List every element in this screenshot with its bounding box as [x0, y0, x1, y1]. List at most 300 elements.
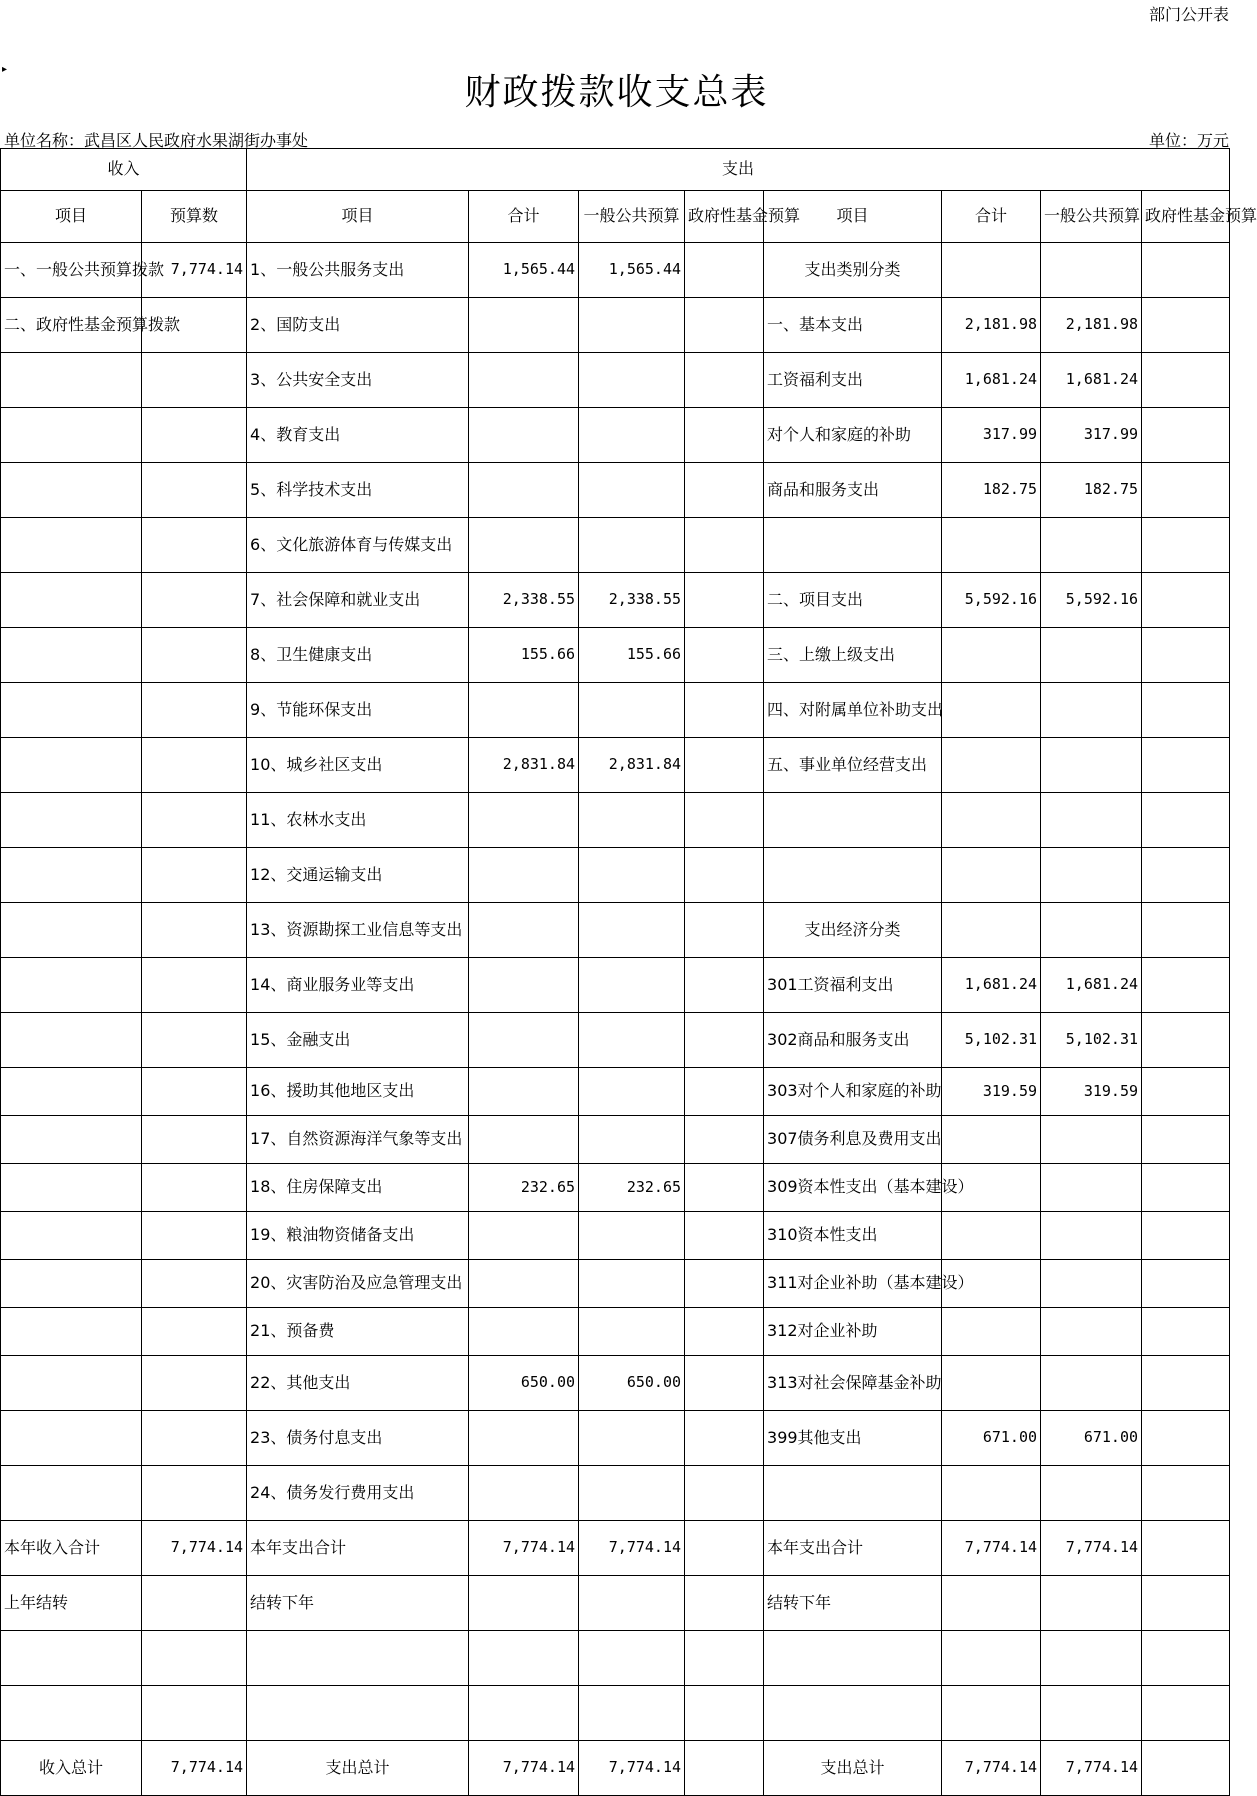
- budget-table: [0, 148, 1257, 1796]
- class-item-cell: 二、项目支出: [764, 573, 942, 628]
- header-row-2: [1, 191, 1230, 243]
- expense-total-cell: [469, 1411, 579, 1466]
- class-item-cell: 309资本性支出（基本建设）: [764, 1164, 942, 1212]
- income-amount-cell: [142, 958, 247, 1013]
- class-item-cell: 303对个人和家庭的补助: [764, 1068, 942, 1116]
- income-amount-cell: [142, 1576, 247, 1631]
- expense-fund-cell: [685, 903, 764, 958]
- class-general-cell: [1041, 1356, 1142, 1411]
- class-total-cell: 5,592.16: [942, 573, 1041, 628]
- expense-general-cell: [579, 463, 685, 518]
- expense-item-cell: 13、资源勘探工业信息等支出: [247, 903, 469, 958]
- class-fund-cell: [1142, 1356, 1230, 1411]
- expense-item-cell: 5、科学技术支出: [247, 463, 469, 518]
- class-item-cell: 301工资福利支出: [764, 958, 942, 1013]
- table-row: [1, 903, 1230, 958]
- income-amount-cell: [142, 903, 247, 958]
- class-total-cell: [942, 903, 1041, 958]
- expense-item-cell: 20、灾害防治及应急管理支出: [247, 1260, 469, 1308]
- expense-general-cell: [579, 793, 685, 848]
- class-total-cell: 182.75: [942, 463, 1041, 518]
- col-income-item: 项目: [1, 191, 142, 243]
- expense-item-cell: 本年支出合计: [247, 1521, 469, 1576]
- table-row: [1, 1631, 1230, 1686]
- class-fund-cell: [1142, 1260, 1230, 1308]
- table-row: [1, 793, 1230, 848]
- expense-fund-cell: [685, 1260, 764, 1308]
- income-amount-cell: [142, 1686, 247, 1741]
- class-general-cell: 1,681.24: [1041, 353, 1142, 408]
- expense-total-cell: [469, 408, 579, 463]
- class-general-cell: [1041, 243, 1142, 298]
- class-general-cell: [1041, 793, 1142, 848]
- class-total-cell: [942, 793, 1041, 848]
- income-item-cell: [1, 353, 142, 408]
- class-total-cell: [942, 1116, 1041, 1164]
- expense-general-cell: 2,831.84: [579, 738, 685, 793]
- class-fund-cell: [1142, 1013, 1230, 1068]
- income-item-cell: [1, 1260, 142, 1308]
- income-amount-cell: [142, 1116, 247, 1164]
- unit-name: 单位名称：武昌区人民政府水果湖街办事处: [4, 131, 309, 150]
- table-row: [1, 1212, 1230, 1260]
- class-total-cell: [942, 243, 1041, 298]
- col-expense-general: 一般公共预算: [579, 191, 685, 243]
- class-item-cell: 支出总计: [764, 1741, 942, 1796]
- expense-general-cell: 7,774.14: [579, 1741, 685, 1796]
- expense-general-cell: [579, 1116, 685, 1164]
- expense-total-cell: [469, 1308, 579, 1356]
- income-amount-cell: [142, 1631, 247, 1686]
- expense-item-cell: 19、粮油物资储备支出: [247, 1212, 469, 1260]
- income-item-cell: [1, 1308, 142, 1356]
- expense-total-cell: [469, 518, 579, 573]
- income-item-cell: [1, 1356, 142, 1411]
- class-total-cell: 671.00: [942, 1411, 1041, 1466]
- expense-fund-cell: [685, 573, 764, 628]
- table-row: [1, 518, 1230, 573]
- class-general-cell: [1041, 1260, 1142, 1308]
- class-total-cell: 7,774.14: [942, 1521, 1041, 1576]
- table-row: [1, 1013, 1230, 1068]
- class-total-cell: 2,181.98: [942, 298, 1041, 353]
- table-body: [1, 149, 1257, 1796]
- expense-fund-cell: [685, 1068, 764, 1116]
- income-amount-cell: [142, 1013, 247, 1068]
- class-general-cell: 2,181.98: [1041, 298, 1142, 353]
- col-expense-total: 合计: [469, 191, 579, 243]
- table-row: [1, 738, 1230, 793]
- expense-general-cell: 2,338.55: [579, 573, 685, 628]
- expense-fund-cell: [685, 243, 764, 298]
- class-item-cell: 313对社会保障基金补助: [764, 1356, 942, 1411]
- expense-general-cell: [579, 1686, 685, 1741]
- class-total-cell: [942, 1466, 1041, 1521]
- class-total-cell: 5,102.31: [942, 1013, 1041, 1068]
- table-row: [1, 958, 1230, 1013]
- corner-label: 部门公开表: [1148, 5, 1229, 24]
- class-total-cell: [942, 738, 1041, 793]
- class-general-cell: 319.59: [1041, 1068, 1142, 1116]
- income-amount-cell: [142, 738, 247, 793]
- expense-item-cell: 24、债务发行费用支出: [247, 1466, 469, 1521]
- unit-label: 单位：万元: [1148, 131, 1229, 150]
- class-general-cell: [1041, 1164, 1142, 1212]
- class-general-cell: [1041, 1576, 1142, 1631]
- income-header: 收入: [1, 149, 247, 191]
- expense-fund-cell: [685, 1631, 764, 1686]
- class-fund-cell: [1142, 518, 1230, 573]
- class-general-cell: 317.99: [1041, 408, 1142, 463]
- income-item-cell: [1, 958, 142, 1013]
- income-amount-cell: [142, 1164, 247, 1212]
- expense-total-cell: [469, 353, 579, 408]
- expense-fund-cell: [685, 298, 764, 353]
- income-item-cell: [1, 408, 142, 463]
- class-item-cell: 399其他支出: [764, 1411, 942, 1466]
- income-item-cell: [1, 1411, 142, 1466]
- income-amount-cell: [142, 1308, 247, 1356]
- class-fund-cell: [1142, 573, 1230, 628]
- class-general-cell: [1041, 1116, 1142, 1164]
- expense-fund-cell: [685, 1116, 764, 1164]
- class-total-cell: [942, 1686, 1041, 1741]
- expense-total-cell: [469, 958, 579, 1013]
- class-fund-cell: [1142, 1741, 1230, 1796]
- class-item-cell: 三、上缴上级支出: [764, 628, 942, 683]
- class-item-cell: 310资本性支出: [764, 1212, 942, 1260]
- class-general-cell: 5,102.31: [1041, 1013, 1142, 1068]
- class-fund-cell: [1142, 1116, 1230, 1164]
- class-item-cell: [764, 1466, 942, 1521]
- table-row: [1, 683, 1230, 738]
- table-row: [1, 848, 1230, 903]
- col-class-total: 合计: [942, 191, 1041, 243]
- class-item-cell: 商品和服务支出: [764, 463, 942, 518]
- income-item-cell: 一、一般公共预算拨款: [1, 243, 142, 298]
- class-fund-cell: [1142, 243, 1230, 298]
- class-item-cell: 一、基本支出: [764, 298, 942, 353]
- income-amount-cell: [142, 1356, 247, 1411]
- col-class-general: 一般公共预算: [1041, 191, 1142, 243]
- class-fund-cell: [1142, 848, 1230, 903]
- expense-general-cell: 650.00: [579, 1356, 685, 1411]
- income-item-cell: [1, 1068, 142, 1116]
- expense-fund-cell: [685, 408, 764, 463]
- expense-item-cell: 10、城乡社区支出: [247, 738, 469, 793]
- income-amount-cell: [142, 628, 247, 683]
- class-total-cell: 317.99: [942, 408, 1041, 463]
- class-total-cell: [942, 683, 1041, 738]
- expense-item-cell: 6、文化旅游体育与传媒支出: [247, 518, 469, 573]
- expense-general-cell: [579, 353, 685, 408]
- expense-general-cell: [579, 1411, 685, 1466]
- class-fund-cell: [1142, 298, 1230, 353]
- table-row: [1, 1356, 1230, 1411]
- class-total-cell: [942, 628, 1041, 683]
- class-fund-cell: [1142, 1576, 1230, 1631]
- expense-item-cell: 4、教育支出: [247, 408, 469, 463]
- table-row: [1, 243, 1230, 298]
- expense-total-cell: [469, 1068, 579, 1116]
- expense-general-cell: [579, 848, 685, 903]
- col-class-item: 项目: [764, 191, 942, 243]
- expense-fund-cell: [685, 1521, 764, 1576]
- table-row: [1, 463, 1230, 518]
- expense-fund-cell: [685, 1411, 764, 1466]
- class-total-cell: 1,681.24: [942, 353, 1041, 408]
- class-total-cell: [942, 1356, 1041, 1411]
- class-general-cell: [1041, 683, 1142, 738]
- table-row: [1, 1308, 1230, 1356]
- expense-total-cell: [469, 683, 579, 738]
- class-item-cell: 支出经济分类: [764, 903, 942, 958]
- income-amount-cell: 7,774.14: [142, 243, 247, 298]
- class-total-cell: 7,774.14: [942, 1741, 1041, 1796]
- expense-general-cell: [579, 518, 685, 573]
- income-item-cell: [1, 793, 142, 848]
- class-general-cell: 671.00: [1041, 1411, 1142, 1466]
- class-fund-cell: [1142, 353, 1230, 408]
- table-row: [1, 1686, 1230, 1741]
- table-row: [1, 1411, 1230, 1466]
- expense-fund-cell: [685, 1212, 764, 1260]
- table-row: [1, 1068, 1230, 1116]
- income-item-cell: [1, 1013, 142, 1068]
- class-item-cell: 307债务利息及费用支出: [764, 1116, 942, 1164]
- expense-general-cell: [579, 408, 685, 463]
- corner-tick-mark: ▸: [2, 64, 8, 75]
- table-row: [1, 1741, 1230, 1796]
- class-general-cell: [1041, 628, 1142, 683]
- expense-general-cell: 232.65: [579, 1164, 685, 1212]
- class-fund-cell: [1142, 1466, 1230, 1521]
- expense-fund-cell: [685, 1164, 764, 1212]
- income-amount-cell: 7,774.14: [142, 1741, 247, 1796]
- class-total-cell: [942, 518, 1041, 573]
- income-amount-cell: [142, 1411, 247, 1466]
- class-general-cell: [1041, 1466, 1142, 1521]
- income-item-cell: [1, 573, 142, 628]
- class-fund-cell: [1142, 628, 1230, 683]
- class-general-cell: 7,774.14: [1041, 1521, 1142, 1576]
- income-amount-cell: 7,774.14: [142, 1521, 247, 1576]
- class-fund-cell: [1142, 1631, 1230, 1686]
- class-fund-cell: [1142, 1521, 1230, 1576]
- income-item-cell: [1, 1116, 142, 1164]
- income-item-cell: [1, 1212, 142, 1260]
- class-general-cell: [1041, 1686, 1142, 1741]
- expense-item-cell: [247, 1686, 469, 1741]
- table-row: [1, 573, 1230, 628]
- expense-total-cell: 2,338.55: [469, 573, 579, 628]
- class-item-cell: 302商品和服务支出: [764, 1013, 942, 1068]
- class-total-cell: 1,681.24: [942, 958, 1041, 1013]
- expense-general-cell: 155.66: [579, 628, 685, 683]
- expense-fund-cell: [685, 1741, 764, 1796]
- class-fund-cell: [1142, 1411, 1230, 1466]
- class-item-cell: 工资福利支出: [764, 353, 942, 408]
- income-amount-cell: [142, 848, 247, 903]
- class-item-cell: 五、事业单位经营支出: [764, 738, 942, 793]
- class-item-cell: [764, 1631, 942, 1686]
- class-total-cell: [942, 848, 1041, 903]
- expense-general-cell: [579, 1631, 685, 1686]
- expense-general-cell: [579, 1068, 685, 1116]
- income-item-cell: [1, 848, 142, 903]
- expense-fund-cell: [685, 793, 764, 848]
- expense-total-cell: 232.65: [469, 1164, 579, 1212]
- income-amount-cell: [142, 1260, 247, 1308]
- expense-fund-cell: [685, 1356, 764, 1411]
- income-amount-cell: [142, 518, 247, 573]
- expense-fund-cell: [685, 958, 764, 1013]
- expense-fund-cell: [685, 463, 764, 518]
- class-item-cell: [764, 848, 942, 903]
- expense-fund-cell: [685, 1308, 764, 1356]
- income-amount-cell: [142, 353, 247, 408]
- expense-item-cell: 12、交通运输支出: [247, 848, 469, 903]
- income-amount-cell: [142, 1466, 247, 1521]
- expense-item-cell: 16、援助其他地区支出: [247, 1068, 469, 1116]
- income-item-cell: [1, 738, 142, 793]
- class-total-cell: 319.59: [942, 1068, 1041, 1116]
- class-item-cell: [764, 1686, 942, 1741]
- class-fund-cell: [1142, 683, 1230, 738]
- expense-total-cell: [469, 793, 579, 848]
- expense-item-cell: 14、商业服务业等支出: [247, 958, 469, 1013]
- income-amount-cell: [142, 793, 247, 848]
- income-item-cell: 上年结转: [1, 1576, 142, 1631]
- expense-general-cell: [579, 1013, 685, 1068]
- expense-item-cell: 18、住房保障支出: [247, 1164, 469, 1212]
- expense-item-cell: 17、自然资源海洋气象等支出: [247, 1116, 469, 1164]
- expense-fund-cell: [685, 1686, 764, 1741]
- expense-fund-cell: [685, 518, 764, 573]
- income-item-cell: [1, 518, 142, 573]
- class-general-cell: 5,592.16: [1041, 573, 1142, 628]
- expense-item-cell: 9、节能环保支出: [247, 683, 469, 738]
- income-item-cell: [1, 903, 142, 958]
- income-item-cell: [1, 628, 142, 683]
- expense-general-cell: [579, 1576, 685, 1631]
- income-item-cell: [1, 1164, 142, 1212]
- class-item-cell: [764, 518, 942, 573]
- class-fund-cell: [1142, 408, 1230, 463]
- expense-fund-cell: [685, 353, 764, 408]
- expense-total-cell: 155.66: [469, 628, 579, 683]
- table-row: [1, 408, 1230, 463]
- table-row: [1, 298, 1230, 353]
- class-general-cell: [1041, 518, 1142, 573]
- expense-item-cell: 11、农林水支出: [247, 793, 469, 848]
- class-fund-cell: [1142, 1308, 1230, 1356]
- table-row: [1, 1466, 1230, 1521]
- table-row: [1, 353, 1230, 408]
- class-fund-cell: [1142, 1164, 1230, 1212]
- col-expense-fund: 政府性基金预算: [685, 191, 764, 243]
- table-row: [1, 1164, 1230, 1212]
- class-general-cell: [1041, 1308, 1142, 1356]
- page-title: 财政拨款收支总表: [464, 72, 769, 113]
- expense-total-cell: [469, 463, 579, 518]
- income-amount-cell: [142, 683, 247, 738]
- expense-header: 支出: [247, 149, 1230, 191]
- class-general-cell: [1041, 1212, 1142, 1260]
- income-item-cell: [1, 1466, 142, 1521]
- class-item-cell: 四、对附属单位补助支出: [764, 683, 942, 738]
- class-fund-cell: [1142, 1212, 1230, 1260]
- expense-total-cell: 7,774.14: [469, 1521, 579, 1576]
- expense-total-cell: [469, 1631, 579, 1686]
- income-item-cell: 收入总计: [1, 1741, 142, 1796]
- expense-item-cell: 2、国防支出: [247, 298, 469, 353]
- class-fund-cell: [1142, 1686, 1230, 1741]
- income-amount-cell: [142, 1212, 247, 1260]
- expense-general-cell: [579, 1260, 685, 1308]
- income-item-cell: 本年收入合计: [1, 1521, 142, 1576]
- class-fund-cell: [1142, 463, 1230, 518]
- income-amount-cell: [142, 408, 247, 463]
- expense-fund-cell: [685, 628, 764, 683]
- class-fund-cell: [1142, 1068, 1230, 1116]
- unit-info-row: [4, 128, 1229, 148]
- income-amount-cell: [142, 463, 247, 518]
- expense-total-cell: [469, 1013, 579, 1068]
- expense-total-cell: 2,831.84: [469, 738, 579, 793]
- expense-item-cell: 8、卫生健康支出: [247, 628, 469, 683]
- expense-general-cell: [579, 1466, 685, 1521]
- expense-fund-cell: [685, 1013, 764, 1068]
- header-row-1: [1, 149, 1230, 191]
- table-row: [1, 1260, 1230, 1308]
- expense-item-cell: 23、债务付息支出: [247, 1411, 469, 1466]
- col-expense-item: 项目: [247, 191, 469, 243]
- class-item-cell: 支出类别分类: [764, 243, 942, 298]
- class-item-cell: 311对企业补助（基本建设）: [764, 1260, 942, 1308]
- expense-total-cell: [469, 1260, 579, 1308]
- class-fund-cell: [1142, 958, 1230, 1013]
- expense-total-cell: [469, 1212, 579, 1260]
- col-class-fund: 政府性基金预算: [1142, 191, 1230, 243]
- income-item-cell: [1, 463, 142, 518]
- class-total-cell: [942, 1576, 1041, 1631]
- expense-general-cell: [579, 903, 685, 958]
- expense-item-cell: 21、预备费: [247, 1308, 469, 1356]
- class-fund-cell: [1142, 793, 1230, 848]
- class-general-cell: [1041, 738, 1142, 793]
- expense-item-cell: 支出总计: [247, 1741, 469, 1796]
- expense-general-cell: 7,774.14: [579, 1521, 685, 1576]
- expense-fund-cell: [685, 848, 764, 903]
- expense-general-cell: [579, 1212, 685, 1260]
- income-item-cell: [1, 683, 142, 738]
- expense-item-cell: 7、社会保障和就业支出: [247, 573, 469, 628]
- expense-total-cell: [469, 903, 579, 958]
- class-total-cell: [942, 1308, 1041, 1356]
- expense-total-cell: 650.00: [469, 1356, 579, 1411]
- income-amount-cell: [142, 1068, 247, 1116]
- table-row: [1, 1521, 1230, 1576]
- expense-general-cell: [579, 298, 685, 353]
- table-row: [1, 1116, 1230, 1164]
- col-income-budget: 预算数: [142, 191, 247, 243]
- class-item-cell: [764, 793, 942, 848]
- income-item-cell: [1, 1686, 142, 1741]
- expense-item-cell: 15、金融支出: [247, 1013, 469, 1068]
- expense-general-cell: 1,565.44: [579, 243, 685, 298]
- expense-total-cell: [469, 298, 579, 353]
